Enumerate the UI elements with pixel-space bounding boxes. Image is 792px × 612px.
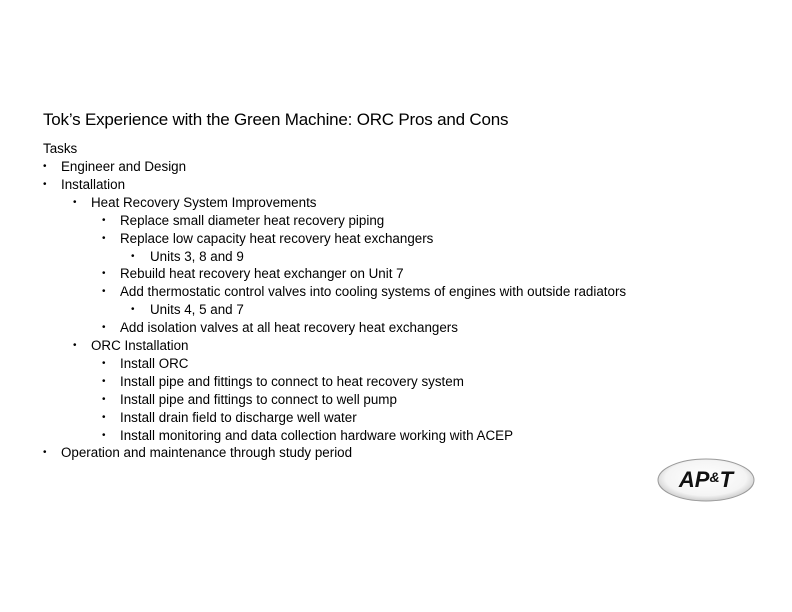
apt-logo	[656, 456, 756, 504]
bullet-icon: •	[102, 375, 106, 387]
bullet-icon: •	[43, 447, 47, 459]
bullet-icon: •	[102, 286, 106, 298]
list-item-text: Units 4, 5 and 7	[150, 302, 244, 318]
bullet-icon: •	[102, 322, 106, 334]
list-item-text: Add isolation valves at all heat recovery heat exchangers	[120, 320, 458, 336]
bullet-icon: •	[43, 161, 47, 172]
list-item-text: Heat Recovery System Improvements	[91, 194, 317, 210]
bullet-icon: •	[131, 250, 135, 262]
list-item-text: Rebuild heat recovery heat exchanger on Unit 7	[120, 266, 404, 282]
bullet-icon: •	[73, 340, 77, 351]
tasks-label: Tasks	[43, 141, 78, 156]
list-item-text: Install monitoring and data collection hardware working with ACEP	[120, 427, 513, 443]
slide-title: Tok’s Experience with the Green Machine: ORC Pros and Cons	[43, 110, 509, 129]
list-item-text: Replace small diameter heat recovery piping	[120, 212, 385, 228]
list-item-text: Installation	[61, 176, 126, 192]
list-item-text: Add thermostatic control valves into cooling systems of engines with outside radiators	[120, 284, 627, 300]
list-item-text: Operation and maintenance through study period	[61, 445, 353, 461]
list-item-text: Install drain field to discharge well water	[120, 409, 357, 425]
list-item-text: Engineer and Design	[61, 159, 187, 174]
list-item-text: Install pipe and fittings to connect to well pump	[120, 391, 397, 407]
logo-text: AP&T	[678, 467, 734, 492]
bullet-icon: •	[102, 268, 106, 280]
list-item-text: Units 3, 8 and 9	[150, 248, 244, 264]
bullet-icon: •	[102, 214, 106, 226]
bullet-icon: •	[102, 393, 106, 405]
bullet-icon: •	[102, 357, 106, 369]
bullet-icon: •	[102, 411, 106, 423]
bullet-icon: •	[43, 178, 47, 190]
list-item-text: Replace low capacity heat recovery heat exchangers	[120, 230, 434, 246]
list-item-text: Install ORC	[120, 355, 189, 371]
bullet-icon: •	[73, 196, 77, 208]
bullet-icon: •	[131, 304, 135, 316]
list-item-text: ORC Installation	[91, 338, 189, 353]
bullet-icon: •	[102, 429, 106, 441]
bullet-icon: •	[102, 232, 106, 244]
list-item-text: Install pipe and fittings to connect to heat recovery system	[120, 373, 464, 389]
